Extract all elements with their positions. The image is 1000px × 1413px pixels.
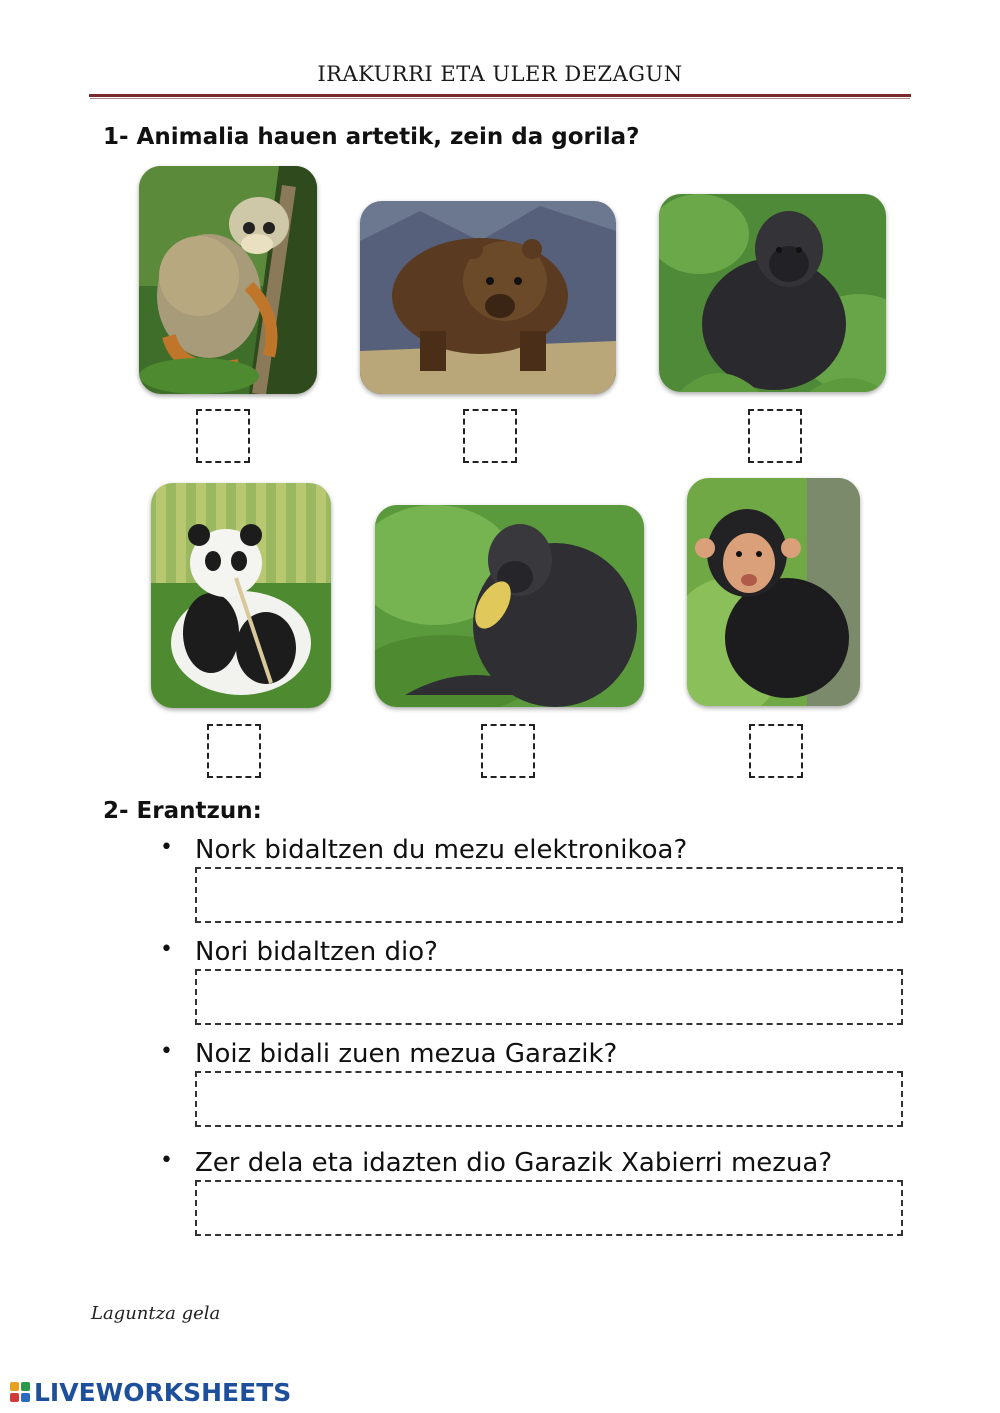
answer-checkbox-1[interactable] [196, 409, 250, 463]
question-text: Nori bidaltzen dio? [195, 937, 438, 967]
brown-bear-photo [360, 201, 616, 394]
brand-name: LIVEWORKSHEETS [34, 1377, 292, 1407]
answer-checkbox-5[interactable] [481, 724, 535, 778]
bullet-icon: • [160, 937, 173, 962]
question-text: Nork bidaltzen du mezu elektronikoa? [195, 835, 688, 865]
page-title: IRAKURRI ETA ULER DEZAGUN [317, 62, 683, 86]
chimpanzee-photo [687, 478, 860, 706]
answer-checkbox-2[interactable] [463, 409, 517, 463]
answer-checkbox-4[interactable] [207, 724, 261, 778]
question-1-title: 1- Animalia hauen artetik, zein da gorila? [103, 124, 640, 150]
answer-field-3[interactable] [195, 1071, 903, 1127]
squirrel-monkey-photo [139, 166, 317, 394]
answer-checkbox-6[interactable] [749, 724, 803, 778]
bullet-icon: • [160, 835, 173, 860]
question-text: Noiz bidali zuen mezua Garazik? [195, 1039, 618, 1069]
answer-checkbox-3[interactable] [748, 409, 802, 463]
answer-field-1[interactable] [195, 867, 903, 923]
question-2-title: 2- Erantzun: [103, 798, 262, 824]
footer-note: Laguntza gela [91, 1303, 221, 1324]
panda-photo [151, 483, 331, 708]
answer-field-2[interactable] [195, 969, 903, 1025]
gorilla-eating-photo [375, 505, 644, 707]
liveworksheets-logo-icon [10, 1382, 30, 1402]
gorilla-photo [659, 194, 886, 392]
bullet-icon: • [160, 1148, 173, 1173]
question-text: Zer dela eta idazten dio Garazik Xabierri mezua? [195, 1148, 833, 1178]
brand-logo[interactable] [10, 1378, 291, 1406]
header-divider [89, 94, 911, 97]
answer-field-4[interactable] [195, 1180, 903, 1236]
bullet-icon: • [160, 1039, 173, 1064]
